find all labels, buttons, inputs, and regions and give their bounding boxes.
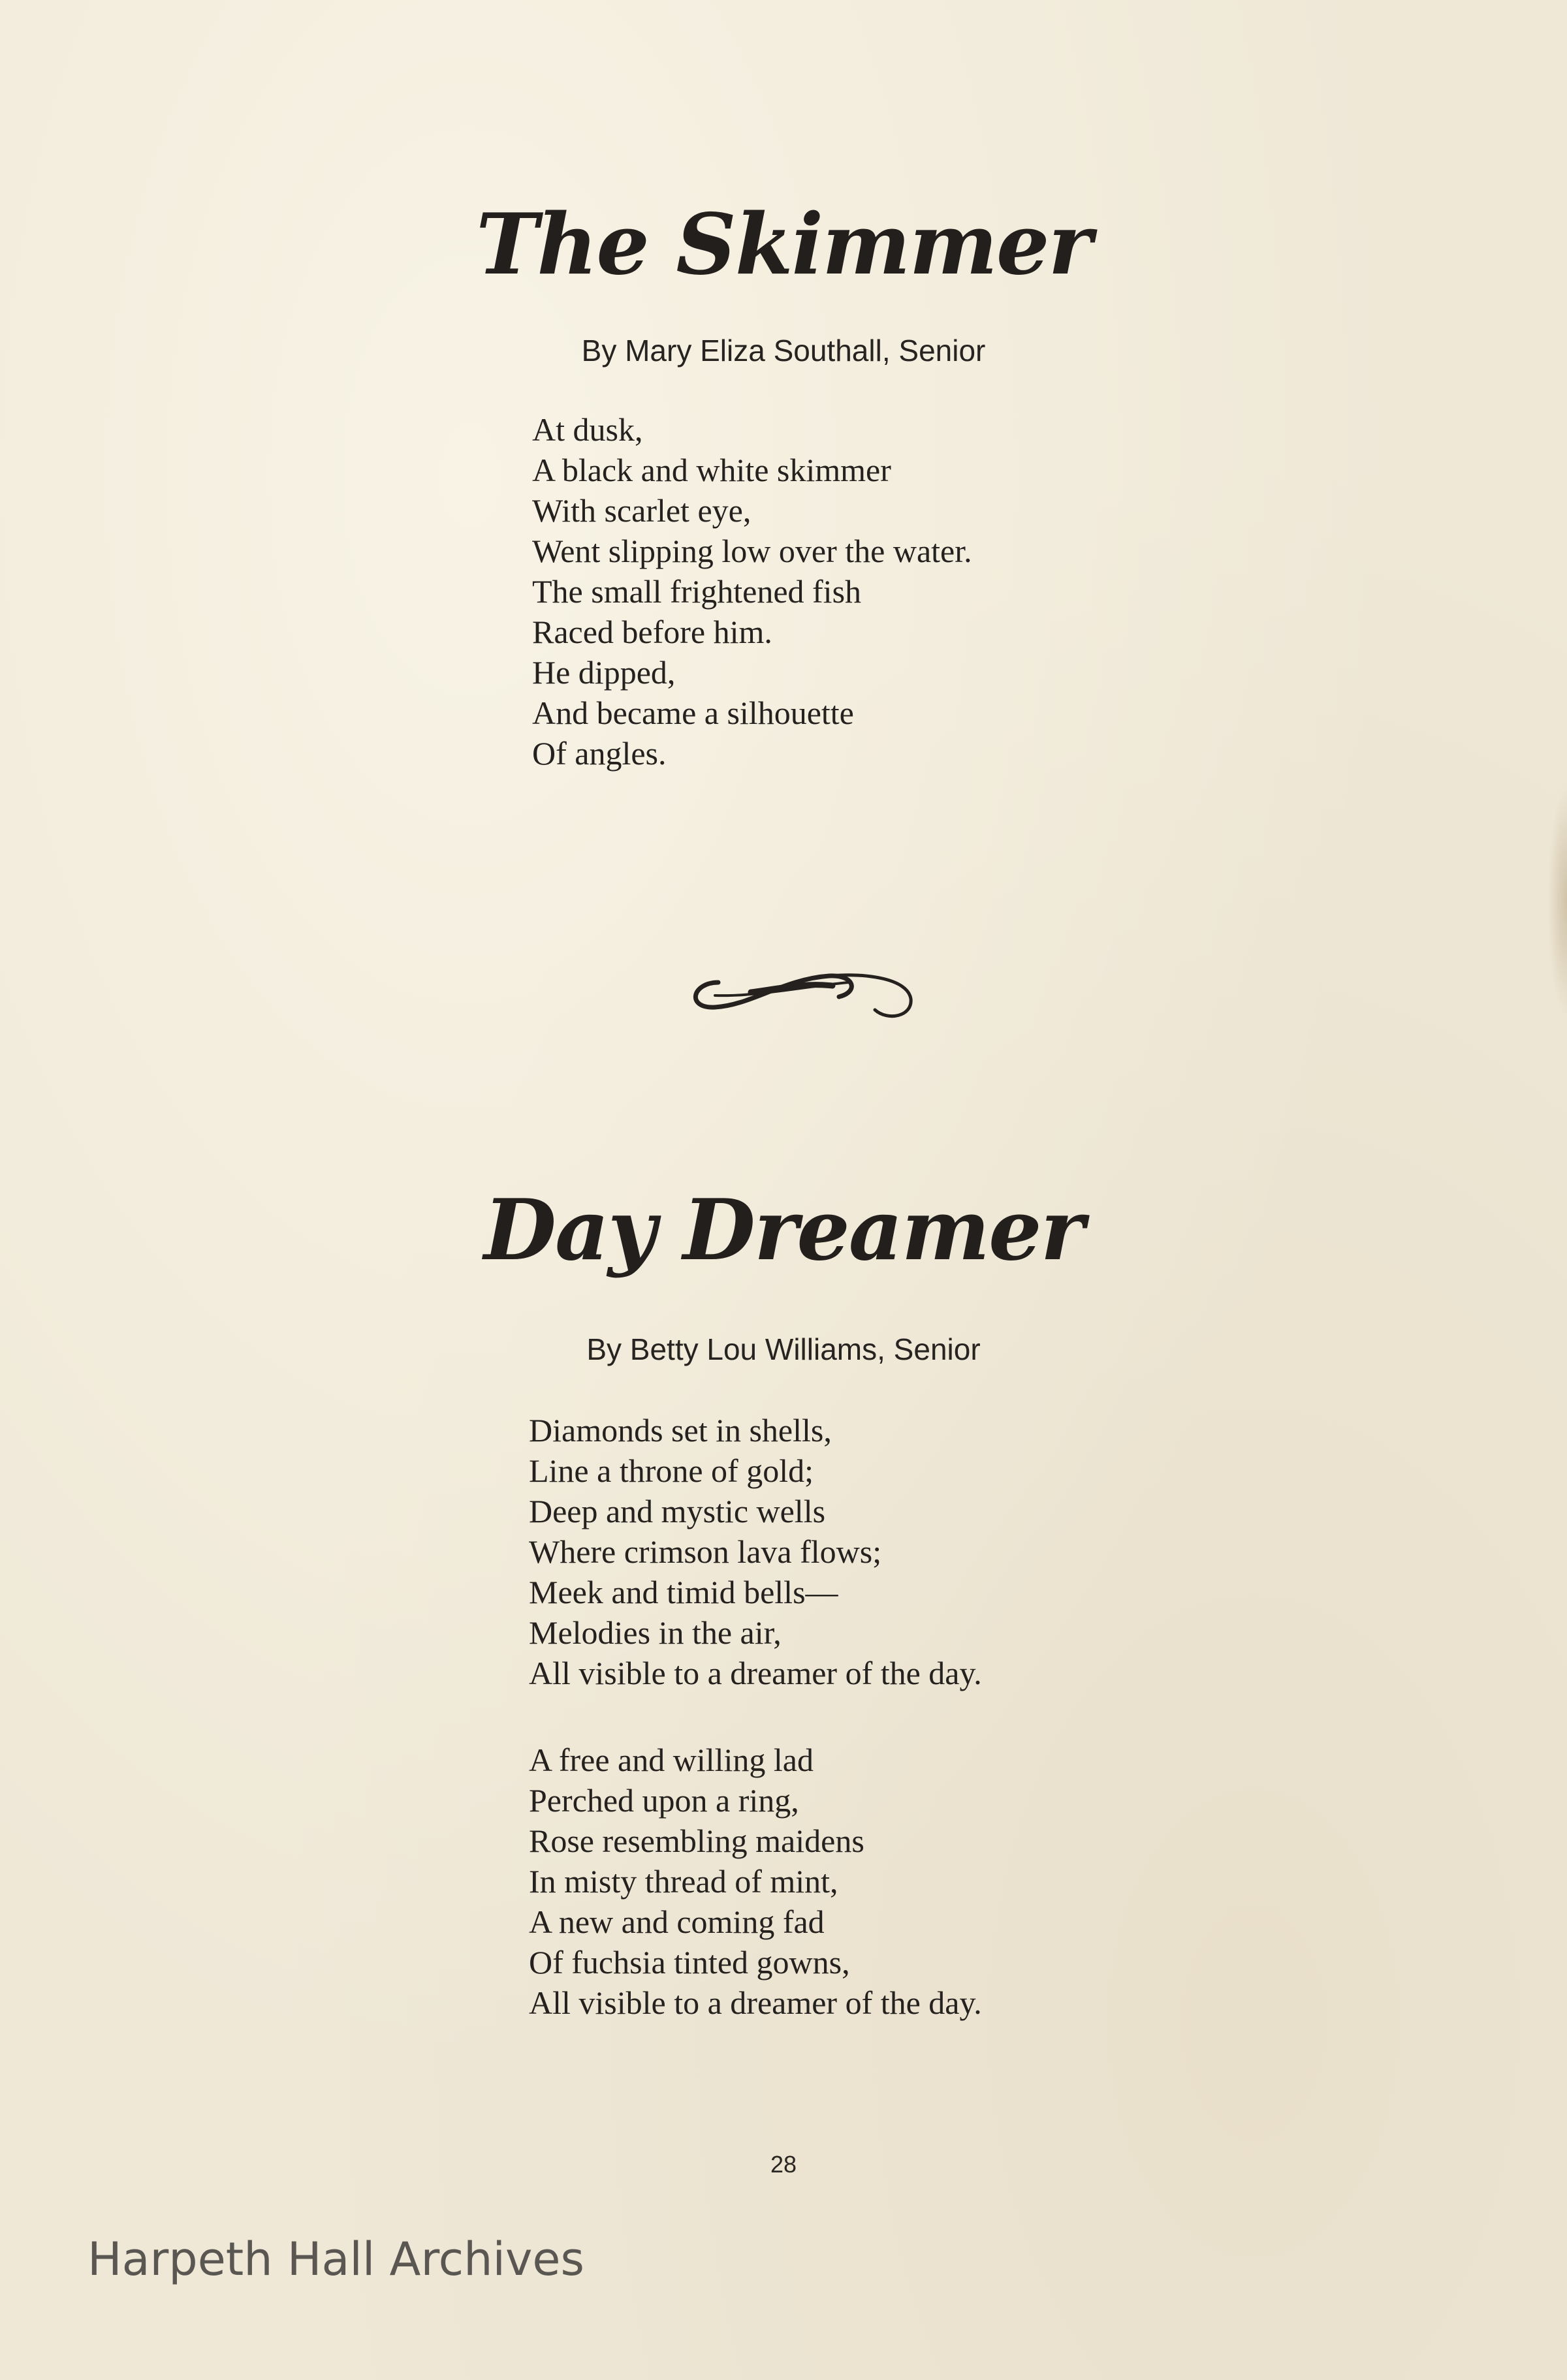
poem-line: At dusk, bbox=[532, 411, 643, 448]
poem-line: A free and willing lad bbox=[529, 1742, 814, 1778]
poem-line: Line a throne of gold; bbox=[529, 1452, 814, 1489]
archive-watermark: Harpeth Hall Archives bbox=[87, 2232, 584, 2286]
poem-line: Where crimson lava flows; bbox=[529, 1533, 882, 1570]
poem-line: All visible to a dreamer of the day. bbox=[529, 1984, 982, 2021]
poem-line: In misty thread of mint, bbox=[529, 1863, 838, 1900]
poem-line: Meek and timid bells— bbox=[529, 1574, 838, 1610]
poem-byline-day-dreamer: By Betty Lou Williams, Senior bbox=[586, 1332, 981, 1366]
poem-line: All visible to a dreamer of the day. bbox=[529, 1655, 982, 1691]
flourish-scroll-icon bbox=[679, 956, 927, 1028]
poem-line: A black and white skimmer bbox=[532, 452, 891, 488]
poem-stanza-day-dreamer-2 bbox=[529, 1740, 982, 2023]
poem-line: The small frightened fish bbox=[532, 573, 862, 610]
poem-line: And became a silhouette bbox=[532, 695, 854, 731]
poem-line: With scarlet eye, bbox=[532, 492, 752, 529]
poem-line: Of angles. bbox=[532, 735, 667, 772]
poem-line: Went slipping low over the water. bbox=[532, 533, 972, 569]
page-edge-shadow bbox=[1547, 783, 1567, 1018]
poem-line: Diamonds set in shells, bbox=[529, 1412, 832, 1448]
poem-line: Raced before him. bbox=[532, 614, 772, 650]
poem-stanza-skimmer-1 bbox=[532, 409, 972, 774]
poem-title-day-dreamer: Day Dreamer bbox=[484, 1182, 1083, 1279]
poem-line: A new and coming fad bbox=[529, 1903, 825, 1940]
poem-title-skimmer: The Skimmer bbox=[476, 196, 1091, 294]
poem-line: Of fuchsia tinted gowns, bbox=[529, 1944, 850, 1981]
poem-stanza-day-dreamer-1 bbox=[529, 1410, 982, 1693]
poem-line: He dipped, bbox=[532, 654, 676, 691]
poem-line: Melodies in the air, bbox=[529, 1614, 782, 1651]
poem-byline-skimmer: By Mary Eliza Southall, Senior bbox=[581, 334, 986, 368]
poem-line: Perched upon a ring, bbox=[529, 1782, 799, 1819]
poem-line: Deep and mystic wells bbox=[529, 1493, 826, 1529]
poem-line: Rose resembling maidens bbox=[529, 1823, 864, 1859]
page-number: 28 bbox=[770, 2151, 797, 2178]
